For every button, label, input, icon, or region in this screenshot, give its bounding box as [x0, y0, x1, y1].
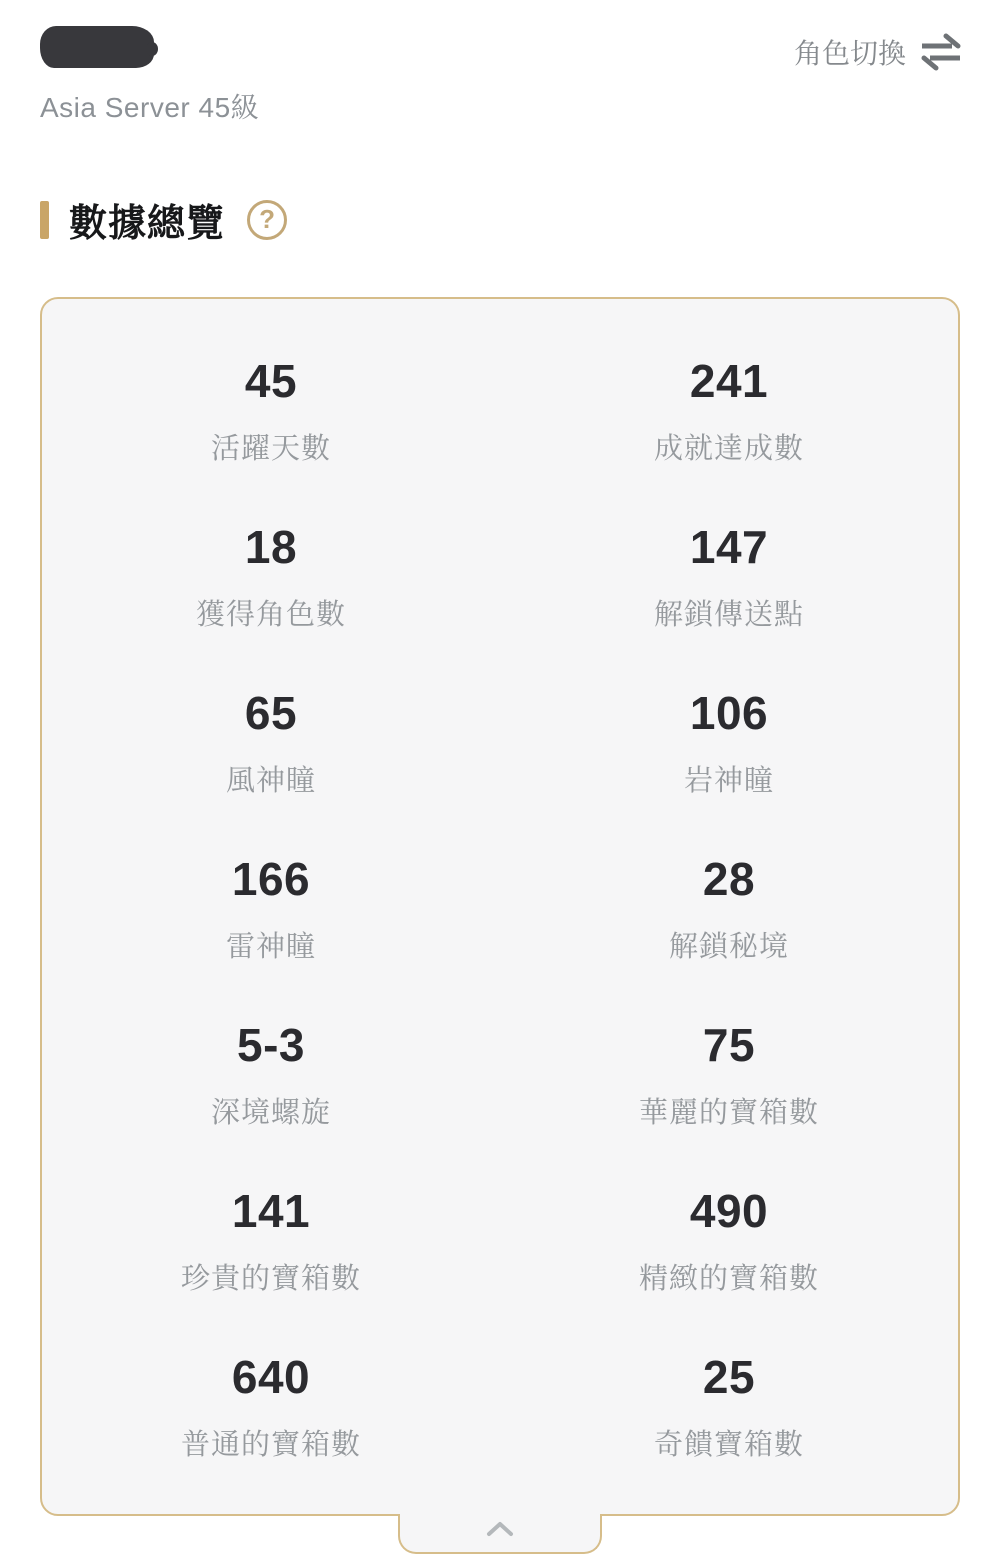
stat-value: 166: [231, 852, 311, 905]
help-icon[interactable]: [247, 200, 287, 240]
stat-domains: [500, 825, 958, 991]
profile-block: [40, 26, 259, 126]
help-icon-glyph: ?: [259, 204, 275, 234]
stat-label: 精緻的寶箱數: [638, 1262, 819, 1295]
server-info-text: Asia Server 45級: [40, 92, 260, 123]
redacted-nickname: [40, 26, 154, 68]
stat-label: 活躍天數: [210, 432, 331, 465]
stat-label: 成就達成數: [653, 432, 804, 465]
collapse-panel-button[interactable]: [398, 1514, 602, 1554]
section-title: 數據總覽: [69, 203, 226, 245]
stat-label: 解鎖傳送點: [653, 598, 804, 631]
swap-arrows-icon: [920, 33, 962, 71]
stat-label: 普通的寶箱數: [180, 1428, 361, 1461]
stat-value: 141: [231, 1184, 311, 1237]
top-bar: [0, 0, 1000, 126]
stat-label: 風神瞳: [225, 764, 316, 797]
character-switch-label: 角色切換: [793, 38, 906, 69]
stat-label: 華麗的寶箱數: [638, 1096, 819, 1129]
stat-achievements: [500, 327, 958, 493]
stat-electroculus: [42, 825, 500, 991]
stat-geoculus: [500, 659, 958, 825]
stat-precious-chests: [42, 1157, 500, 1323]
stat-exquisite-chests: [500, 1157, 958, 1323]
stat-label: 岩神瞳: [683, 764, 774, 797]
stat-characters: [42, 493, 500, 659]
stat-common-chests: [42, 1323, 500, 1489]
stat-value: 25: [702, 1350, 756, 1403]
stat-value: 106: [689, 686, 769, 739]
stat-label: 深境螺旋: [210, 1096, 331, 1129]
character-switch-button[interactable]: [794, 32, 962, 72]
stat-value: 28: [702, 852, 756, 905]
stat-value: 241: [689, 354, 769, 407]
stat-value: 5-3: [237, 1018, 305, 1071]
stat-value: 640: [231, 1350, 311, 1403]
section-header: [40, 192, 1000, 247]
stat-label: 奇饋寶箱數: [653, 1428, 804, 1461]
stat-label: 珍貴的寶箱數: [180, 1262, 361, 1295]
stat-label: 解鎖秘境: [668, 930, 789, 963]
stat-waypoints: [500, 493, 958, 659]
stat-remarkable-chests: [500, 1323, 958, 1489]
stats-card: [40, 297, 960, 1516]
stat-spiral-abyss: [42, 991, 500, 1157]
stat-value: 75: [702, 1018, 756, 1071]
stat-label: 獲得角色數: [195, 598, 346, 631]
stats-grid: [42, 327, 958, 1489]
stat-value: 147: [689, 520, 769, 573]
stat-anemoculus: [42, 659, 500, 825]
stat-value: 490: [689, 1184, 769, 1237]
stat-active-days: [42, 327, 500, 493]
section-accent-bar: [40, 201, 49, 239]
stat-value: 45: [244, 354, 298, 407]
chevron-up-icon: [485, 1520, 515, 1538]
stat-label: 雷神瞳: [225, 930, 316, 963]
stat-value: 18: [244, 520, 298, 573]
stat-luxurious-chests: [500, 991, 958, 1157]
stat-value: 65: [244, 686, 298, 739]
